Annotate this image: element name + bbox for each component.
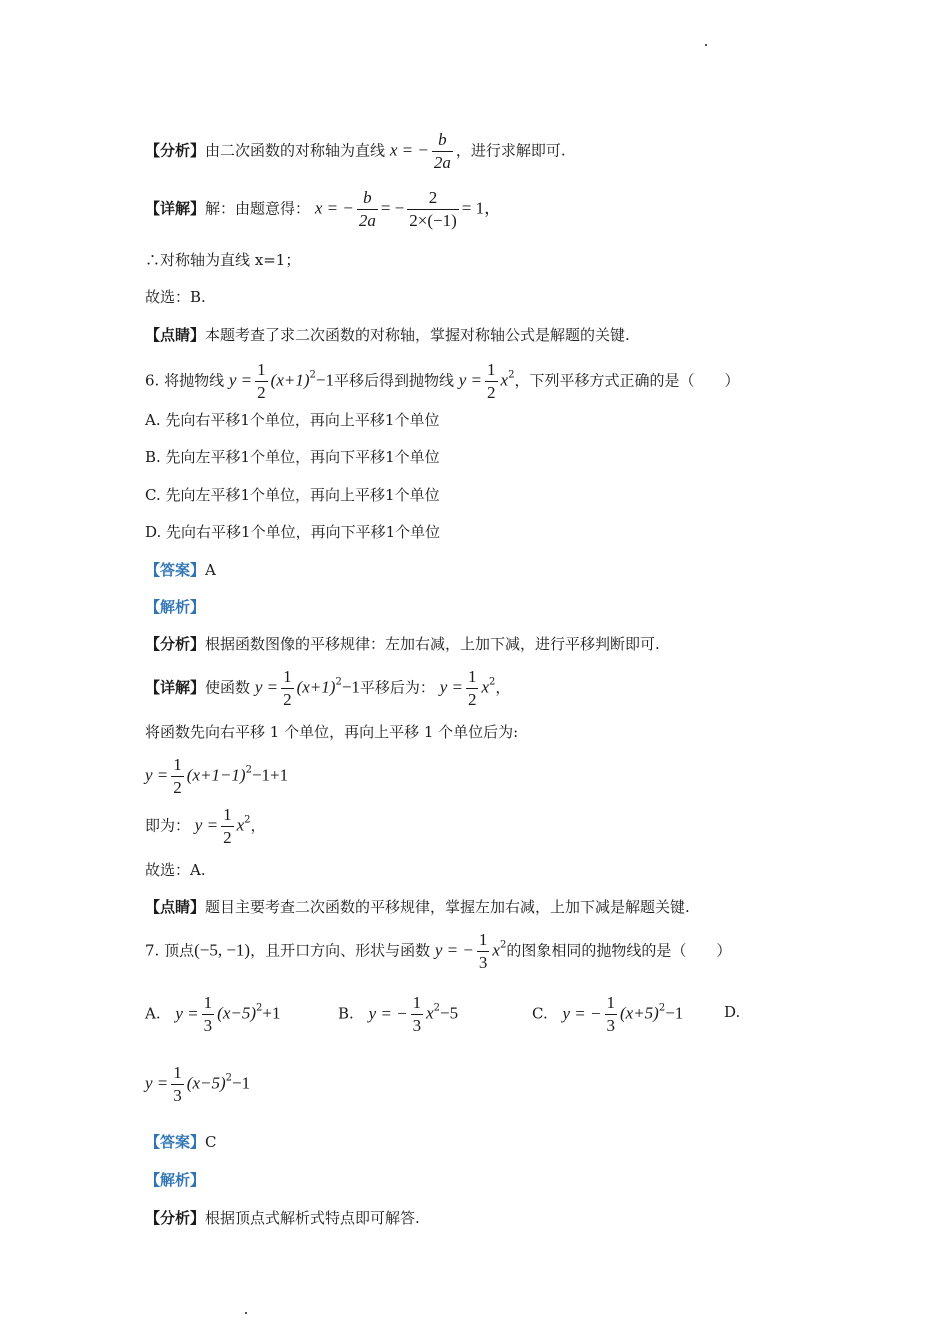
fraction: $\frac{1}{3}$ bbox=[606, 993, 615, 1035]
fraction: $\frac{1}{2}$ bbox=[173, 755, 182, 797]
fraction: $\frac{b}{2a}$ bbox=[433, 130, 451, 172]
jiexi-tag: 【解析】 bbox=[145, 598, 206, 616]
fraction: $\frac{1}{3}$ bbox=[203, 993, 213, 1035]
analysis-tag: 【分析】 bbox=[145, 635, 206, 653]
q6-jiexi bbox=[145, 597, 205, 617]
q7-stem: 7. 顶点(−5, −1)，且开口方向、形状与函数 y = − $\frac{1}{3}$ $x^2$的图象相同的抛物线的是（ ） bbox=[145, 930, 732, 972]
answer-tag: 【答案】 bbox=[145, 1133, 206, 1151]
comment-tag: 【点睛】 bbox=[145, 326, 206, 344]
page-mark-top bbox=[705, 44, 707, 46]
fraction: $\frac{1}{3}$ bbox=[173, 1063, 182, 1105]
q6-option-b: B. 先向左平移1个单位，再向下平移1个单位 bbox=[145, 448, 440, 466]
fraction: $\frac{1}{2}$ bbox=[467, 667, 477, 709]
fraction: $\frac{1}{3}$ bbox=[478, 930, 488, 972]
q5-detail: 【详解】解：由题意得： x = − $\frac{b}{2a}$ = − $\frac{2}{2\times(-1)}$ = 1， bbox=[145, 188, 502, 230]
q6-choose: 故选：A. bbox=[145, 861, 206, 879]
q6-option-a: A. 先向右平移1个单位，再向上平移1个单位 bbox=[145, 411, 440, 429]
analysis-tag: 【分析】 bbox=[145, 1209, 206, 1227]
q6-stem: 6. 将抛物线 y = $\frac{1}{2}$ $(x+1)^2-1$平移后得到抛物线 y = $\frac{1}{2}$ $x^2$，下列平移方式正确的是（ ） bbox=[145, 360, 740, 402]
q6-option-d: D. 先向右平移1个单位，再向下平移1个单位 bbox=[145, 523, 441, 541]
q6-detail: 【详解】使函数 y = $\frac{1}{2}$ $(x+1)^2-1$平移后为： y = $\frac{1}{2}$ $x^2$， bbox=[145, 667, 511, 709]
q7-option-d-label: D. bbox=[724, 1003, 741, 1021]
q7-option-d: y = $\frac{1}{3}$ $(x-5)^2-1$ bbox=[145, 1063, 251, 1105]
q7-option-b: B. y = − $\frac{1}{3}$ $x^2-5$ bbox=[338, 993, 459, 1035]
q7-answer: 【答案】C bbox=[145, 1133, 217, 1151]
q6-analysis: 【分析】根据函数图像的平移规律：左加右减，上加下减，进行平移判断即可. bbox=[145, 635, 660, 653]
fraction: $\frac{b}{2a}$ bbox=[358, 188, 376, 230]
q5-conclusion: ∴对称轴为直线 x=1； bbox=[145, 251, 301, 269]
q7-option-a: A. y = $\frac{1}{3}$ $(x-5)^2+1$ bbox=[145, 993, 281, 1035]
q6-step-expr: y = $\frac{1}{2}$ $(x+1-1)^2-1+1$ bbox=[145, 755, 289, 797]
fraction: $\frac{1}{3}$ bbox=[412, 993, 422, 1035]
fraction: $\frac{2}{2\times(-1)}$ bbox=[409, 188, 457, 230]
detail-tag: 【详解】 bbox=[145, 199, 206, 218]
q7-jiexi bbox=[145, 1170, 205, 1190]
jiexi-tag: 【解析】 bbox=[145, 1171, 206, 1189]
comment-tag: 【点睛】 bbox=[145, 898, 206, 916]
q6-comment: 【点睛】题目主要考查二次函数的平移规律，掌握左加右减，上加下减是解题关键. bbox=[145, 898, 690, 916]
q6-option-c: C. 先向左平移1个单位，再向上平移1个单位 bbox=[145, 486, 440, 504]
analysis-tag: 【分析】 bbox=[145, 141, 206, 160]
q6-result: 即为： y = $\frac{1}{2}$ $x^2$， bbox=[145, 805, 266, 847]
q7-option-c: C. y = − $\frac{1}{3}$ $(x+5)^2-1$ bbox=[532, 993, 684, 1035]
q5-choose: 故选：B. bbox=[145, 288, 206, 306]
detail-tag: 【详解】 bbox=[145, 678, 206, 697]
fraction: $\frac{1}{2}$ bbox=[257, 360, 266, 402]
q6-answer: 【答案】A bbox=[145, 561, 216, 579]
fraction: $\frac{1}{2}$ bbox=[283, 667, 292, 709]
q7-analysis: 【分析】根据顶点式解析式特点即可解答. bbox=[145, 1209, 420, 1227]
q6-step: 将函数先向右平移 1 个单位，再向上平移 1 个单位后为: bbox=[145, 723, 519, 741]
q5-comment: 【点睛】本题考查了求二次函数的对称轴，掌握对称轴公式是解题的关键. bbox=[145, 326, 630, 344]
answer-tag: 【答案】 bbox=[145, 561, 206, 579]
page-mark-bottom bbox=[245, 1312, 247, 1314]
fraction: $\frac{1}{2}$ bbox=[223, 805, 232, 847]
fraction: $\frac{1}{2}$ bbox=[487, 360, 496, 402]
q5-analysis: 【分析】由二次函数的对称轴为直线 x = − $\frac{b}{2a}$ ，进行求解即可. bbox=[145, 130, 566, 172]
